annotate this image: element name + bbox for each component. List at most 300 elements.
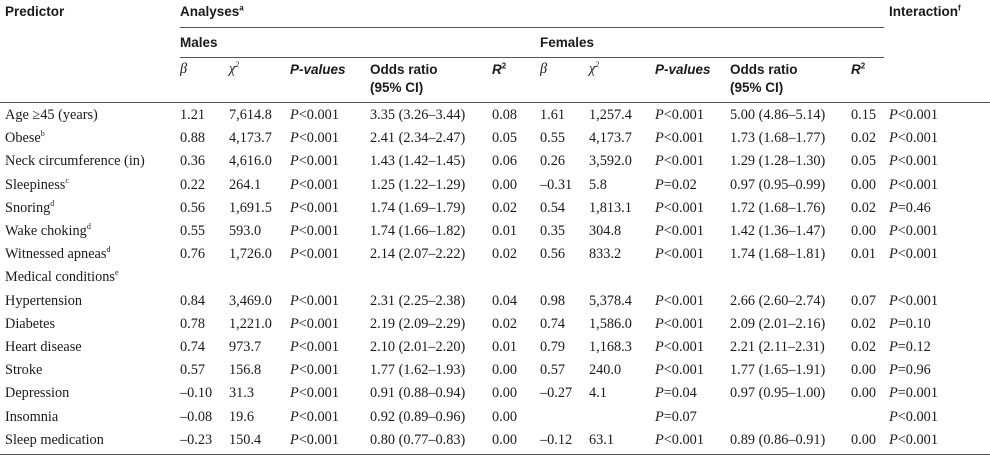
male-beta-cell xyxy=(180,243,205,266)
male-or-cell-text: 1.74 (1.69–1.79) xyxy=(370,199,466,216)
male-pvalue-cell xyxy=(290,174,339,197)
male-or-cell-text: 1.74 (1.66–1.82) xyxy=(370,223,466,239)
female-chi2-cell-text: 1,257.4 xyxy=(589,107,632,123)
table-row xyxy=(0,243,990,266)
female-pvalue-cell-text: P<0.001 xyxy=(655,107,704,123)
p-symbol: P xyxy=(290,246,299,263)
male-pvalue-cell-text: P<0.001 xyxy=(290,362,339,379)
female-pvalue-cell-text: P<0.001 xyxy=(655,431,704,448)
female-beta-cell xyxy=(540,220,565,243)
table-row xyxy=(0,266,990,289)
female-beta-cell-text: 0.35 xyxy=(540,223,566,239)
interaction-cell-text: P<0.001 xyxy=(889,431,938,448)
female-r2-cell xyxy=(851,127,876,150)
female-chi2-symbol: χ xyxy=(589,61,596,77)
p-symbol: P xyxy=(290,130,299,147)
female-r2-cell-text: 0.02 xyxy=(851,199,877,216)
male-pvalue-cell xyxy=(290,313,339,336)
interaction-cell xyxy=(889,406,938,429)
female-r2-cell-text: 0.00 xyxy=(851,385,877,402)
predictor-cell-text: Wake choking xyxy=(5,223,87,239)
male-or-cell xyxy=(370,174,465,197)
male-pvalue-cell-text: P<0.001 xyxy=(290,130,339,147)
male-beta-cell xyxy=(180,290,205,313)
table-row xyxy=(0,429,990,452)
male-chi2-exponent: 2 xyxy=(235,60,240,70)
male-or-cell-text: 2.31 (2.25–2.38) xyxy=(370,292,466,309)
table-row xyxy=(0,290,990,313)
p-symbol: P xyxy=(655,223,664,239)
female-beta-cell xyxy=(540,127,565,150)
p-symbol: P xyxy=(889,315,898,332)
female-r2-text: R xyxy=(851,62,861,77)
female-chi2-cell xyxy=(589,104,632,127)
female-chi2-cell xyxy=(589,382,607,405)
male-beta-cell-text: 0.36 xyxy=(180,153,206,170)
predictor-cell-text: Sleepiness xyxy=(5,176,66,193)
male-beta-cell-text: –0.10 xyxy=(180,385,213,402)
header-row-1 xyxy=(0,0,990,23)
male-chi2-cell-text: 1,221.0 xyxy=(229,315,272,332)
interaction-cell xyxy=(889,359,931,382)
p-symbol: P xyxy=(290,153,299,170)
female-chi2-cell xyxy=(589,313,632,336)
female-chi2-exponent: 2 xyxy=(595,60,600,70)
male-chi2-symbol: χ xyxy=(229,61,236,77)
male-pvalue-cell xyxy=(290,197,339,220)
male-r2-cell-text: 0.01 xyxy=(492,339,518,355)
table-row xyxy=(0,359,990,382)
female-r2-cell-text: 0.15 xyxy=(851,107,877,123)
female-or-cell-text: 1.72 (1.68–1.76) xyxy=(730,199,826,216)
p-symbol: P xyxy=(655,431,664,448)
header-row-2 xyxy=(0,31,990,54)
female-or-cell-text: 2.21 (2.11–2.31) xyxy=(730,339,825,355)
female-pvalue-cell-text: P<0.001 xyxy=(655,153,704,170)
interaction-cell-text: P=0.46 xyxy=(889,199,931,216)
female-pvalue-cell xyxy=(655,197,704,220)
male-pvalue-cell xyxy=(290,150,339,173)
male-chi2-cell-text: 150.4 xyxy=(229,431,262,448)
male-beta-cell xyxy=(180,429,212,452)
female-r2-cell-text: 0.00 xyxy=(851,362,877,379)
interaction-cell-text: P<0.001 xyxy=(889,176,938,193)
male-pvalue-cell xyxy=(290,429,339,452)
female-pvalue-cell xyxy=(655,313,704,336)
female-chi2-cell-text: 1,813.1 xyxy=(589,199,632,216)
male-r2-cell xyxy=(492,336,517,359)
female-r2-cell xyxy=(851,174,876,197)
female-r2-cell xyxy=(851,359,876,382)
male-r2-cell xyxy=(492,406,517,429)
female-or-cell xyxy=(730,197,825,220)
male-or-cell xyxy=(370,359,465,382)
male-or-ci-header: (95% CI) xyxy=(370,80,424,95)
p-symbol: P xyxy=(290,292,299,309)
female-r2-cell-text: 0.00 xyxy=(851,431,877,448)
interaction-cell-text: P=0.10 xyxy=(889,315,931,332)
p-symbol: P xyxy=(290,408,299,425)
male-or-cell xyxy=(370,220,465,243)
male-chi2-cell xyxy=(229,359,261,382)
female-chi2-cell-text: 63.1 xyxy=(589,431,615,448)
male-r2-cell xyxy=(492,243,517,266)
male-r2-cell xyxy=(492,197,517,220)
male-r2-text: R xyxy=(492,62,502,77)
female-r2-cell xyxy=(851,336,876,359)
p-symbol: P xyxy=(655,176,664,193)
female-r2-exponent: 2 xyxy=(860,61,866,71)
male-chi2-cell xyxy=(229,313,272,336)
male-r2-cell-text: 0.00 xyxy=(492,431,518,448)
interaction-cell-text: P<0.001 xyxy=(889,153,938,170)
male-r2-cell xyxy=(492,429,517,452)
female-or-cell-text: 1.74 (1.68–1.81) xyxy=(730,246,826,263)
male-beta-cell xyxy=(180,174,205,197)
female-beta-cell xyxy=(540,313,565,336)
male-pvalue-cell-text: P<0.001 xyxy=(290,431,339,448)
male-or-cell-text: 0.80 (0.77–0.83) xyxy=(370,431,466,448)
male-beta-cell xyxy=(180,336,205,359)
male-r2-cell xyxy=(492,104,517,127)
male-r2-cell-text: 0.04 xyxy=(492,292,518,309)
table-row xyxy=(0,127,990,150)
males-header: Males xyxy=(180,35,218,50)
female-beta-cell-text: 0.26 xyxy=(540,153,566,170)
female-beta-cell-text: 0.98 xyxy=(540,292,566,309)
female-or-cell xyxy=(730,127,825,150)
male-chi2-cell xyxy=(229,243,272,266)
p-symbol: P xyxy=(290,176,299,193)
interaction-cell-text: P<0.001 xyxy=(889,130,938,147)
female-chi2-cell xyxy=(589,150,632,173)
male-pvalue-cell xyxy=(290,243,339,266)
female-chi2-cell xyxy=(589,127,632,150)
female-r2-cell xyxy=(851,150,876,173)
male-r2-cell-text: 0.00 xyxy=(492,362,518,379)
predictor-cell-text: Neck circumference (in) xyxy=(5,153,145,170)
footnote-mark: d xyxy=(86,222,91,232)
predictor-cell xyxy=(5,127,45,150)
male-beta-cell-text: 0.57 xyxy=(180,362,206,379)
female-chi2-cell xyxy=(589,243,621,266)
female-beta-cell xyxy=(540,150,565,173)
female-chi2-cell xyxy=(589,197,632,220)
male-chi2-cell-text: 4,616.0 xyxy=(229,153,272,170)
p-symbol: P xyxy=(889,223,898,239)
predictor-cell-text: Obese xyxy=(5,130,41,147)
male-pvalue-cell xyxy=(290,406,339,429)
male-or-cell xyxy=(370,336,465,359)
footnote-mark: d xyxy=(50,199,55,209)
table-row xyxy=(0,104,990,127)
p-symbol: P xyxy=(889,176,898,193)
female-or-cell-text: 1.73 (1.68–1.77) xyxy=(730,130,826,147)
female-beta-cell-text: 0.54 xyxy=(540,199,566,216)
p-symbol: P xyxy=(290,107,299,123)
male-beta-cell xyxy=(180,104,205,127)
male-pvalue-cell-text: P<0.001 xyxy=(290,176,339,193)
female-pvalue-cell xyxy=(655,382,697,405)
analyses-header xyxy=(180,0,244,23)
predictor-cell xyxy=(5,174,69,197)
p-symbol: P xyxy=(655,385,664,402)
male-beta-header: β xyxy=(180,61,188,77)
female-r2-cell-text: 0.02 xyxy=(851,130,877,147)
male-beta-cell-text: 1.21 xyxy=(180,107,206,123)
footnote-mark: c xyxy=(65,175,69,185)
header-bottom-rule xyxy=(0,102,990,103)
female-beta-cell-text: 0.74 xyxy=(540,315,566,332)
interaction-cell-text: P<0.001 xyxy=(889,408,938,425)
interaction-cell-text: P<0.001 xyxy=(889,107,938,123)
female-or-cell-text: 0.97 (0.95–1.00) xyxy=(730,385,826,402)
female-or-ci-header: (95% CI) xyxy=(730,80,784,95)
male-or-cell xyxy=(370,197,465,220)
male-r2-cell-text: 0.00 xyxy=(492,385,518,402)
male-chi2-cell-text: 264.1 xyxy=(229,176,262,193)
female-chi2-cell xyxy=(589,429,614,452)
interaction-cell-text: P=0.12 xyxy=(889,339,931,355)
interaction-footnote-mark: f xyxy=(958,3,961,13)
female-r2-cell xyxy=(851,429,876,452)
p-symbol: P xyxy=(655,153,664,170)
male-r2-cell-text: 0.05 xyxy=(492,130,518,147)
interaction-header-text: Interaction xyxy=(889,4,959,19)
females-header: Females xyxy=(540,35,595,50)
male-or-cell xyxy=(370,313,465,336)
p-symbol: P xyxy=(889,431,898,448)
female-beta-cell xyxy=(540,197,565,220)
male-chi2-cell xyxy=(229,150,272,173)
female-pvalue-cell-text: P<0.001 xyxy=(655,292,704,309)
male-pvalue-cell xyxy=(290,382,339,405)
male-r2-cell xyxy=(492,150,517,173)
female-or-cell xyxy=(730,243,825,266)
interaction-cell xyxy=(889,220,938,243)
male-or-cell xyxy=(370,150,465,173)
male-r2-cell xyxy=(492,220,517,243)
header-row-4 xyxy=(0,76,990,99)
female-or-cell-text: 1.29 (1.28–1.30) xyxy=(730,153,826,170)
predictor-cell-text: Sleep medication xyxy=(5,431,104,448)
male-pvalue-cell xyxy=(290,127,339,150)
male-pvalue-cell xyxy=(290,359,339,382)
p-symbol: P xyxy=(655,408,664,425)
p-symbol: P xyxy=(889,246,898,263)
male-pvalue-cell-text: P<0.001 xyxy=(290,292,339,309)
table-row xyxy=(0,220,990,243)
p-symbol: P xyxy=(655,246,664,263)
female-pvalue-cell-text: P<0.001 xyxy=(655,339,704,355)
female-pvalue-cell xyxy=(655,220,704,243)
predictor-cell-text: Depression xyxy=(5,385,70,402)
female-pvalue-cell xyxy=(655,174,697,197)
female-beta-cell-text: 0.79 xyxy=(540,339,566,355)
male-r2-cell-text: 0.02 xyxy=(492,315,518,332)
female-chi2-cell-text: 5,378.4 xyxy=(589,292,632,309)
male-chi2-cell xyxy=(229,197,272,220)
p-symbol: P xyxy=(290,362,299,379)
predictor-cell xyxy=(5,220,91,243)
male-chi2-cell-text: 31.3 xyxy=(229,385,255,402)
male-or-cell-text: 2.19 (2.09–2.29) xyxy=(370,315,466,332)
p-symbol: P xyxy=(290,223,299,239)
female-pvalue-cell-text: P<0.001 xyxy=(655,362,704,379)
male-beta-cell xyxy=(180,127,205,150)
predictor-cell xyxy=(5,313,55,336)
interaction-cell-text: P<0.001 xyxy=(889,246,938,263)
female-or-cell-text: 5.00 (4.86–5.14) xyxy=(730,107,826,123)
male-r2-cell-text: 0.06 xyxy=(492,153,518,170)
male-chi2-cell xyxy=(229,429,261,452)
female-or-cell-text: 1.42 (1.36–1.47) xyxy=(730,223,826,239)
female-pvalue-cell-text: P<0.001 xyxy=(655,223,704,239)
female-or-cell xyxy=(730,429,825,452)
table-row xyxy=(0,150,990,173)
female-beta-cell-text: –0.12 xyxy=(540,431,573,448)
p-symbol: P xyxy=(889,408,898,425)
female-beta-cell xyxy=(540,429,572,452)
male-chi2-cell-text: 973.7 xyxy=(229,339,262,355)
female-r2-cell xyxy=(851,220,876,243)
predictor-cell xyxy=(5,150,145,173)
female-r2-cell xyxy=(851,243,876,266)
female-r2-cell xyxy=(851,197,876,220)
interaction-cell xyxy=(889,174,938,197)
table-row xyxy=(0,174,990,197)
male-chi2-cell xyxy=(229,290,272,313)
female-beta-cell-text: –0.27 xyxy=(540,385,573,402)
male-beta-cell xyxy=(180,382,212,405)
female-pvalue-cell-text: P=0.02 xyxy=(655,176,697,193)
female-pvalue-cell xyxy=(655,243,704,266)
interaction-cell-text: P=0.96 xyxy=(889,362,931,379)
female-or-cell xyxy=(730,382,825,405)
female-or-cell xyxy=(730,359,825,382)
male-r2-cell xyxy=(492,127,517,150)
female-beta-cell xyxy=(540,382,572,405)
male-chi2-cell-text: 7,614.8 xyxy=(229,107,272,123)
p-symbol: P xyxy=(290,431,299,448)
male-or-cell-text: 1.25 (1.22–1.29) xyxy=(370,176,466,193)
female-or-cell-text: 0.89 (0.86–0.91) xyxy=(730,431,826,448)
female-pvalue-cell-text: P<0.001 xyxy=(655,315,704,332)
female-chi2-cell xyxy=(589,174,607,197)
male-beta-cell-text: 0.55 xyxy=(180,223,206,239)
male-or-cell xyxy=(370,243,465,266)
male-beta-cell-text: 0.76 xyxy=(180,246,206,263)
male-or-cell xyxy=(370,290,465,313)
male-chi2-cell xyxy=(229,220,261,243)
male-pvalue-cell-text: P<0.001 xyxy=(290,107,339,123)
predictor-header: Predictor xyxy=(5,4,65,19)
female-or-header: Odds ratio xyxy=(730,62,798,77)
male-or-cell-text: 0.91 (0.88–0.94) xyxy=(370,385,466,402)
male-pvalue-cell-text: P<0.001 xyxy=(290,246,339,263)
female-beta-cell xyxy=(540,174,572,197)
p-symbol: P xyxy=(889,339,898,355)
interaction-cell xyxy=(889,127,938,150)
footnote-mark: b xyxy=(40,129,45,139)
interaction-cell xyxy=(889,336,931,359)
female-or-cell xyxy=(730,313,825,336)
female-chi2-cell xyxy=(589,290,632,313)
female-r2-cell-text: 0.02 xyxy=(851,339,877,355)
female-beta-cell-text: 1.61 xyxy=(540,107,566,123)
male-or-cell-text: 3.35 (3.26–3.44) xyxy=(370,107,466,123)
predictor-cell xyxy=(5,359,42,382)
male-chi2-cell-text: 3,469.0 xyxy=(229,292,272,309)
female-chi2-cell-text: 304.8 xyxy=(589,223,622,239)
p-symbol: P xyxy=(889,153,898,170)
p-symbol: P xyxy=(655,339,664,355)
table-row xyxy=(0,336,990,359)
female-beta-cell xyxy=(540,104,565,127)
predictor-cell xyxy=(5,382,69,405)
male-r2-cell xyxy=(492,290,517,313)
female-or-cell xyxy=(730,174,825,197)
table-bottom-rule xyxy=(0,454,990,455)
male-beta-cell xyxy=(180,406,212,429)
male-r2-cell xyxy=(492,382,517,405)
female-chi2-cell-text: 1,586.0 xyxy=(589,315,632,332)
female-pvalue-cell-text: P<0.001 xyxy=(655,130,704,147)
female-chi2-cell-text: 3,592.0 xyxy=(589,153,632,170)
predictor-cell-text: Snoring xyxy=(5,199,51,216)
female-chi2-cell-text: 1,168.3 xyxy=(589,339,632,355)
male-chi2-cell xyxy=(229,174,261,197)
male-pvalue-cell-text: P<0.001 xyxy=(290,385,339,402)
male-pvalues-text: P-values xyxy=(290,62,346,77)
interaction-cell xyxy=(889,243,938,266)
male-beta-cell-text: 0.88 xyxy=(180,130,206,147)
male-r2-cell-text: 0.00 xyxy=(492,176,518,193)
predictor-cell xyxy=(5,429,104,452)
female-beta-cell-text: 0.57 xyxy=(540,362,566,379)
female-beta-cell-text: 0.56 xyxy=(540,246,566,263)
male-chi2-cell-text: 1,726.0 xyxy=(229,246,272,263)
female-chi2-cell-text: 4.1 xyxy=(589,385,607,402)
p-symbol: P xyxy=(889,292,898,309)
predictor-cell-text: Hypertension xyxy=(5,292,83,309)
male-chi2-cell xyxy=(229,382,254,405)
p-symbol: P xyxy=(889,362,898,379)
female-beta-cell-text: –0.31 xyxy=(540,176,573,193)
female-r2-cell-text: 0.05 xyxy=(851,153,877,170)
p-symbol: P xyxy=(655,130,664,147)
p-symbol: P xyxy=(290,339,299,355)
male-chi2-cell-text: 19.6 xyxy=(229,408,255,425)
female-beta-cell xyxy=(540,243,565,266)
female-r2-cell-text: 0.00 xyxy=(851,223,877,239)
interaction-cell-text: P<0.001 xyxy=(889,292,938,309)
male-chi2-cell xyxy=(229,406,254,429)
female-chi2-cell xyxy=(589,359,621,382)
p-symbol: P xyxy=(290,385,299,402)
male-or-cell-text: 2.14 (2.07–2.22) xyxy=(370,246,466,263)
female-pvalue-cell xyxy=(655,104,704,127)
table-row xyxy=(0,313,990,336)
interaction-cell xyxy=(889,382,938,405)
male-beta-cell-text: –0.08 xyxy=(180,408,213,425)
predictor-cell-text: Diabetes xyxy=(5,315,56,332)
interaction-cell xyxy=(889,197,931,220)
male-chi2-cell xyxy=(229,336,261,359)
p-symbol: P xyxy=(889,130,898,147)
predictor-cell xyxy=(5,290,82,313)
predictor-cell-text: Heart disease xyxy=(5,339,82,355)
